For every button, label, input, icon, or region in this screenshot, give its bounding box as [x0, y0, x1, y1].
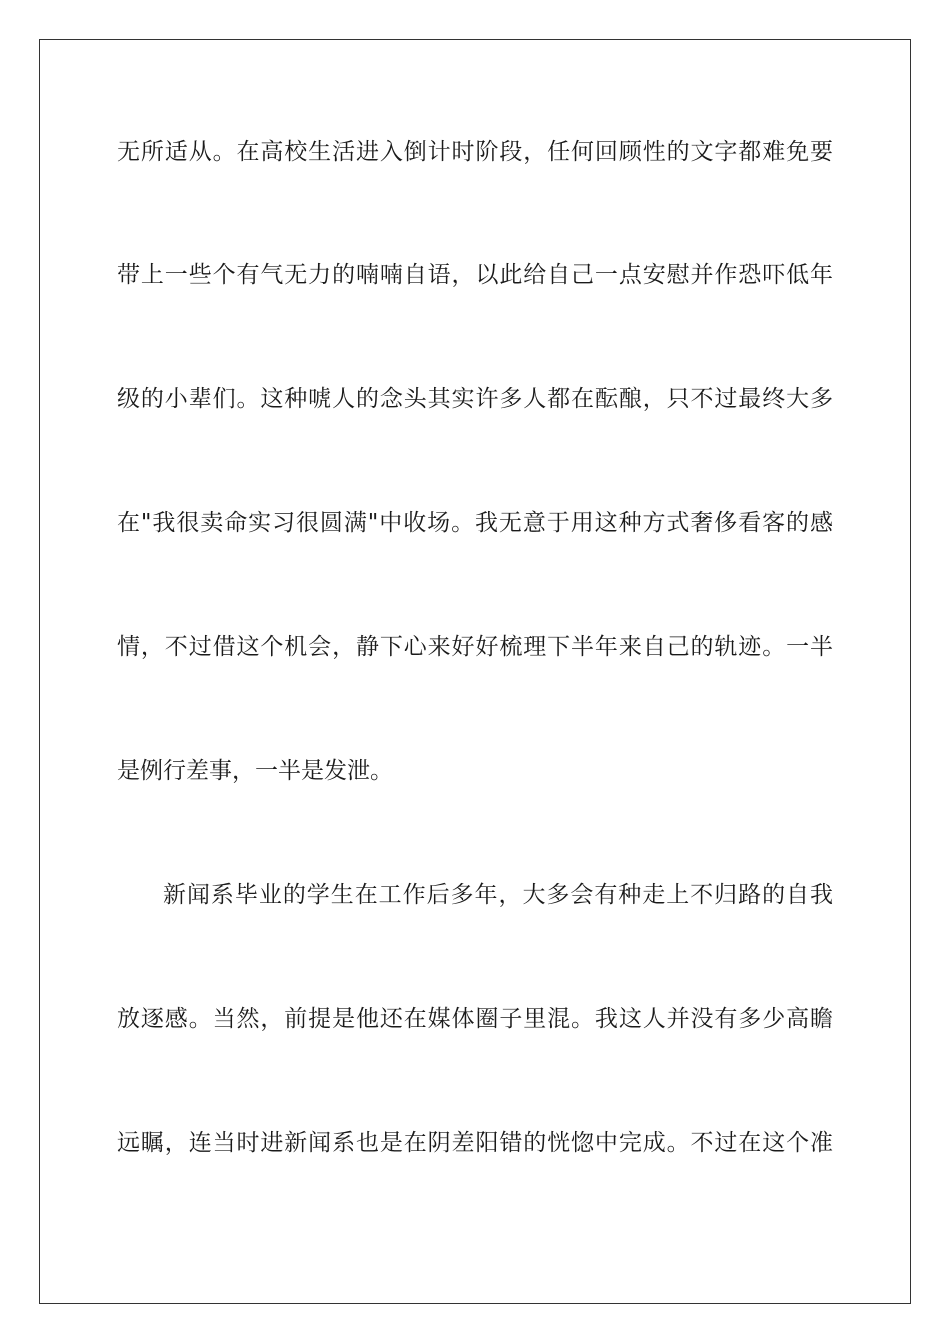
paragraph-line-3: 级的小辈们。这种唬人的念头其实许多人都在酝酿，只不过最终大多: [117, 386, 833, 412]
page-border: [39, 39, 911, 1304]
paragraph-line-1: 无所适从。在高校生活进入倒计时阶段，任何回顾性的文字都难免要: [117, 139, 833, 165]
paragraph-line-5: 情，不过借这个机会，静下心来好好梳理下半年来自己的轨迹。一半: [117, 634, 833, 660]
paragraph-line-8: 放逐感。当然，前提是他还在媒体圈子里混。我这人并没有多少高瞻: [117, 1006, 833, 1032]
paragraph-line-7: 新闻系毕业的学生在工作后多年，大多会有种走上不归路的自我: [163, 882, 833, 908]
paragraph-line-2: 带上一些个有气无力的喃喃自语，以此给自己一点安慰并作恐吓低年: [117, 262, 833, 288]
paragraph-line-9: 远瞩，连当时进新闻系也是在阴差阳错的恍惚中完成。不过在这个准: [117, 1130, 833, 1156]
paragraph-line-4: 在"我很卖命实习很圆满"中收场。我无意于用这种方式奢侈看客的感: [117, 510, 833, 536]
paragraph-line-6: 是例行差事，一半是发泄。: [117, 758, 393, 784]
